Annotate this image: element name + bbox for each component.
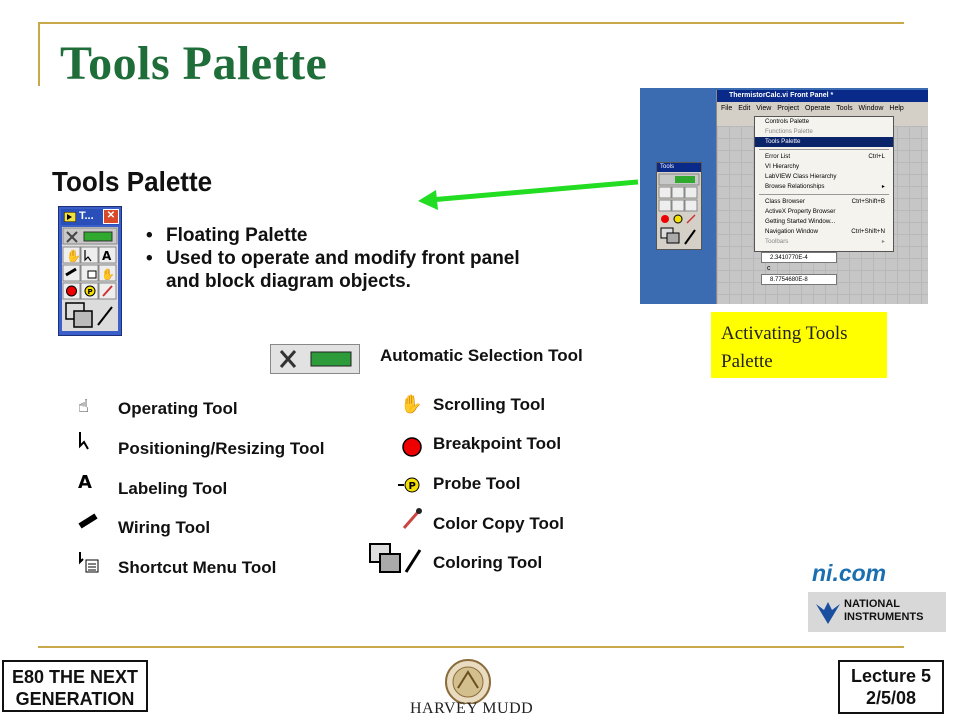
close-icon[interactable]: ✕	[103, 209, 119, 224]
labeling-icon	[76, 470, 106, 496]
tool-label-operating: Operating Tool	[118, 399, 238, 418]
labview-numeric-field[interactable]: 8.7754680E-8	[761, 274, 837, 285]
section-title: Tools Palette	[52, 166, 213, 197]
footer-course-label: E80 THE NEXT GENERATION	[2, 660, 148, 712]
positioning-arrow-icon	[76, 430, 106, 456]
frame-left-line	[38, 22, 40, 86]
ni-name-line1: NATIONAL	[844, 598, 901, 610]
svg-text:P: P	[87, 288, 93, 296]
menu-item[interactable]: Getting Started Window...	[765, 218, 836, 225]
bullet-item: • Floating Palette	[142, 224, 526, 247]
tool-label-positioning: Positioning/Resizing Tool	[118, 439, 325, 458]
coloring-brush-icon	[368, 542, 424, 578]
harvey-mudd-seal-icon	[432, 654, 504, 704]
menu-operate[interactable]: Operate	[805, 105, 831, 112]
tools-palette-window	[58, 206, 122, 336]
labview-tools-grid	[657, 172, 701, 248]
wiring-spool-icon	[76, 510, 106, 536]
tool-label-wiring: Wiring Tool	[118, 518, 211, 537]
footer-lecture-box	[838, 660, 944, 714]
menu-view[interactable]: View	[756, 105, 772, 112]
menu-file[interactable]: File	[721, 105, 733, 112]
labview-numeric-field[interactable]: 2.3410770E-4	[761, 252, 837, 263]
labview-tools-palette	[656, 162, 702, 250]
menu-item[interactable]: Toolbars ▸	[765, 238, 885, 245]
palette-tool-grid	[62, 227, 118, 331]
svg-text:✋: ✋	[66, 249, 81, 263]
menu-tools[interactable]: Tools	[836, 105, 853, 112]
automatic-selection-icon	[270, 344, 360, 374]
menu-item[interactable]: Class Browser Ctrl+Shift+B	[765, 198, 885, 205]
palette-title: T...	[79, 210, 94, 222]
labview-screenshot	[640, 88, 928, 304]
menu-item-tools-palette[interactable]: Tools Palette	[755, 137, 893, 147]
labview-icon	[64, 212, 76, 222]
ni-com-link: ni.com	[812, 560, 887, 586]
operating-hand-icon	[76, 392, 106, 418]
menu-help[interactable]: Help	[889, 105, 904, 112]
lecture-number: Lecture 5	[850, 666, 932, 686]
frame-bottom-line	[38, 646, 904, 648]
svg-text:✋: ✋	[400, 394, 423, 415]
labview-field-label: c	[767, 265, 771, 272]
svg-text:☝: ☝	[78, 396, 89, 417]
menu-separator	[759, 194, 889, 195]
menu-item[interactable]: Navigation Window Ctrl+Shift+N	[765, 228, 885, 235]
svg-text:A: A	[102, 249, 112, 263]
automatic-selection-label: Automatic Selection Tool	[380, 346, 583, 365]
svg-text:P: P	[408, 481, 416, 492]
tool-label-labeling: Labeling Tool	[118, 479, 228, 498]
activating-tools-palette-note: Activating Tools Palette	[711, 312, 887, 378]
menu-edit[interactable]: Edit	[738, 105, 751, 112]
menu-window[interactable]: Window	[858, 105, 884, 112]
labview-tools-title: Tools	[657, 163, 701, 172]
menu-item[interactable]: Controls Palette	[765, 118, 810, 125]
labview-front-panel-window	[716, 90, 928, 304]
frame-top-line	[38, 22, 904, 24]
svg-text:✋: ✋	[101, 268, 115, 281]
menu-separator	[759, 149, 889, 150]
menu-item[interactable]: Error List Ctrl+L	[765, 153, 885, 160]
bullet-list	[142, 224, 526, 293]
scrolling-hand-icon	[398, 390, 428, 416]
palette-body	[62, 227, 118, 331]
labview-view-menu	[754, 116, 894, 252]
tool-label-coloring: Coloring Tool	[433, 553, 543, 572]
green-arrow-icon	[410, 170, 642, 210]
color-copy-dropper-icon	[398, 506, 428, 532]
tool-label-color-copy: Color Copy Tool	[433, 514, 564, 533]
svg-text:A: A	[78, 472, 92, 493]
national-instruments-logo	[808, 592, 946, 632]
labview-window-title: ThermistorCalc.vi Front Panel *	[717, 90, 928, 102]
tool-label-breakpoint: Breakpoint Tool	[433, 434, 562, 453]
slide-title: Tools Palette	[60, 37, 328, 90]
auto-select-led-icon	[84, 232, 112, 241]
ni-eagle-icon	[814, 598, 842, 626]
shortcut-menu-icon	[76, 550, 106, 576]
menu-item[interactable]: LabVIEW Class Hierarchy	[765, 173, 837, 180]
tool-label-scrolling: Scrolling Tool	[433, 395, 546, 414]
tool-grid-icons	[63, 247, 116, 327]
ni-name-line2: INSTRUMENTS	[844, 611, 924, 623]
menu-item[interactable]: ActiveX Property Browser	[765, 208, 836, 215]
labview-menubar	[717, 103, 928, 114]
probe-icon	[396, 472, 426, 498]
tool-label-shortcut-menu: Shortcut Menu Tool	[118, 558, 277, 577]
breakpoint-icon	[398, 433, 428, 459]
menu-project[interactable]: Project	[777, 105, 800, 112]
menu-item[interactable]: Functions Palette	[765, 128, 813, 135]
tool-label-probe: Probe Tool	[433, 474, 521, 493]
lecture-date: 2/5/08	[865, 688, 917, 708]
menu-item[interactable]: Browse Relationships ▸	[765, 183, 885, 190]
bullet-item: • Used to operate and modify front panel and block diagram objects.	[142, 247, 526, 293]
harvey-mudd-name: HARVEY MUDD	[410, 700, 534, 717]
menu-item[interactable]: VI Hierarchy	[765, 163, 800, 170]
